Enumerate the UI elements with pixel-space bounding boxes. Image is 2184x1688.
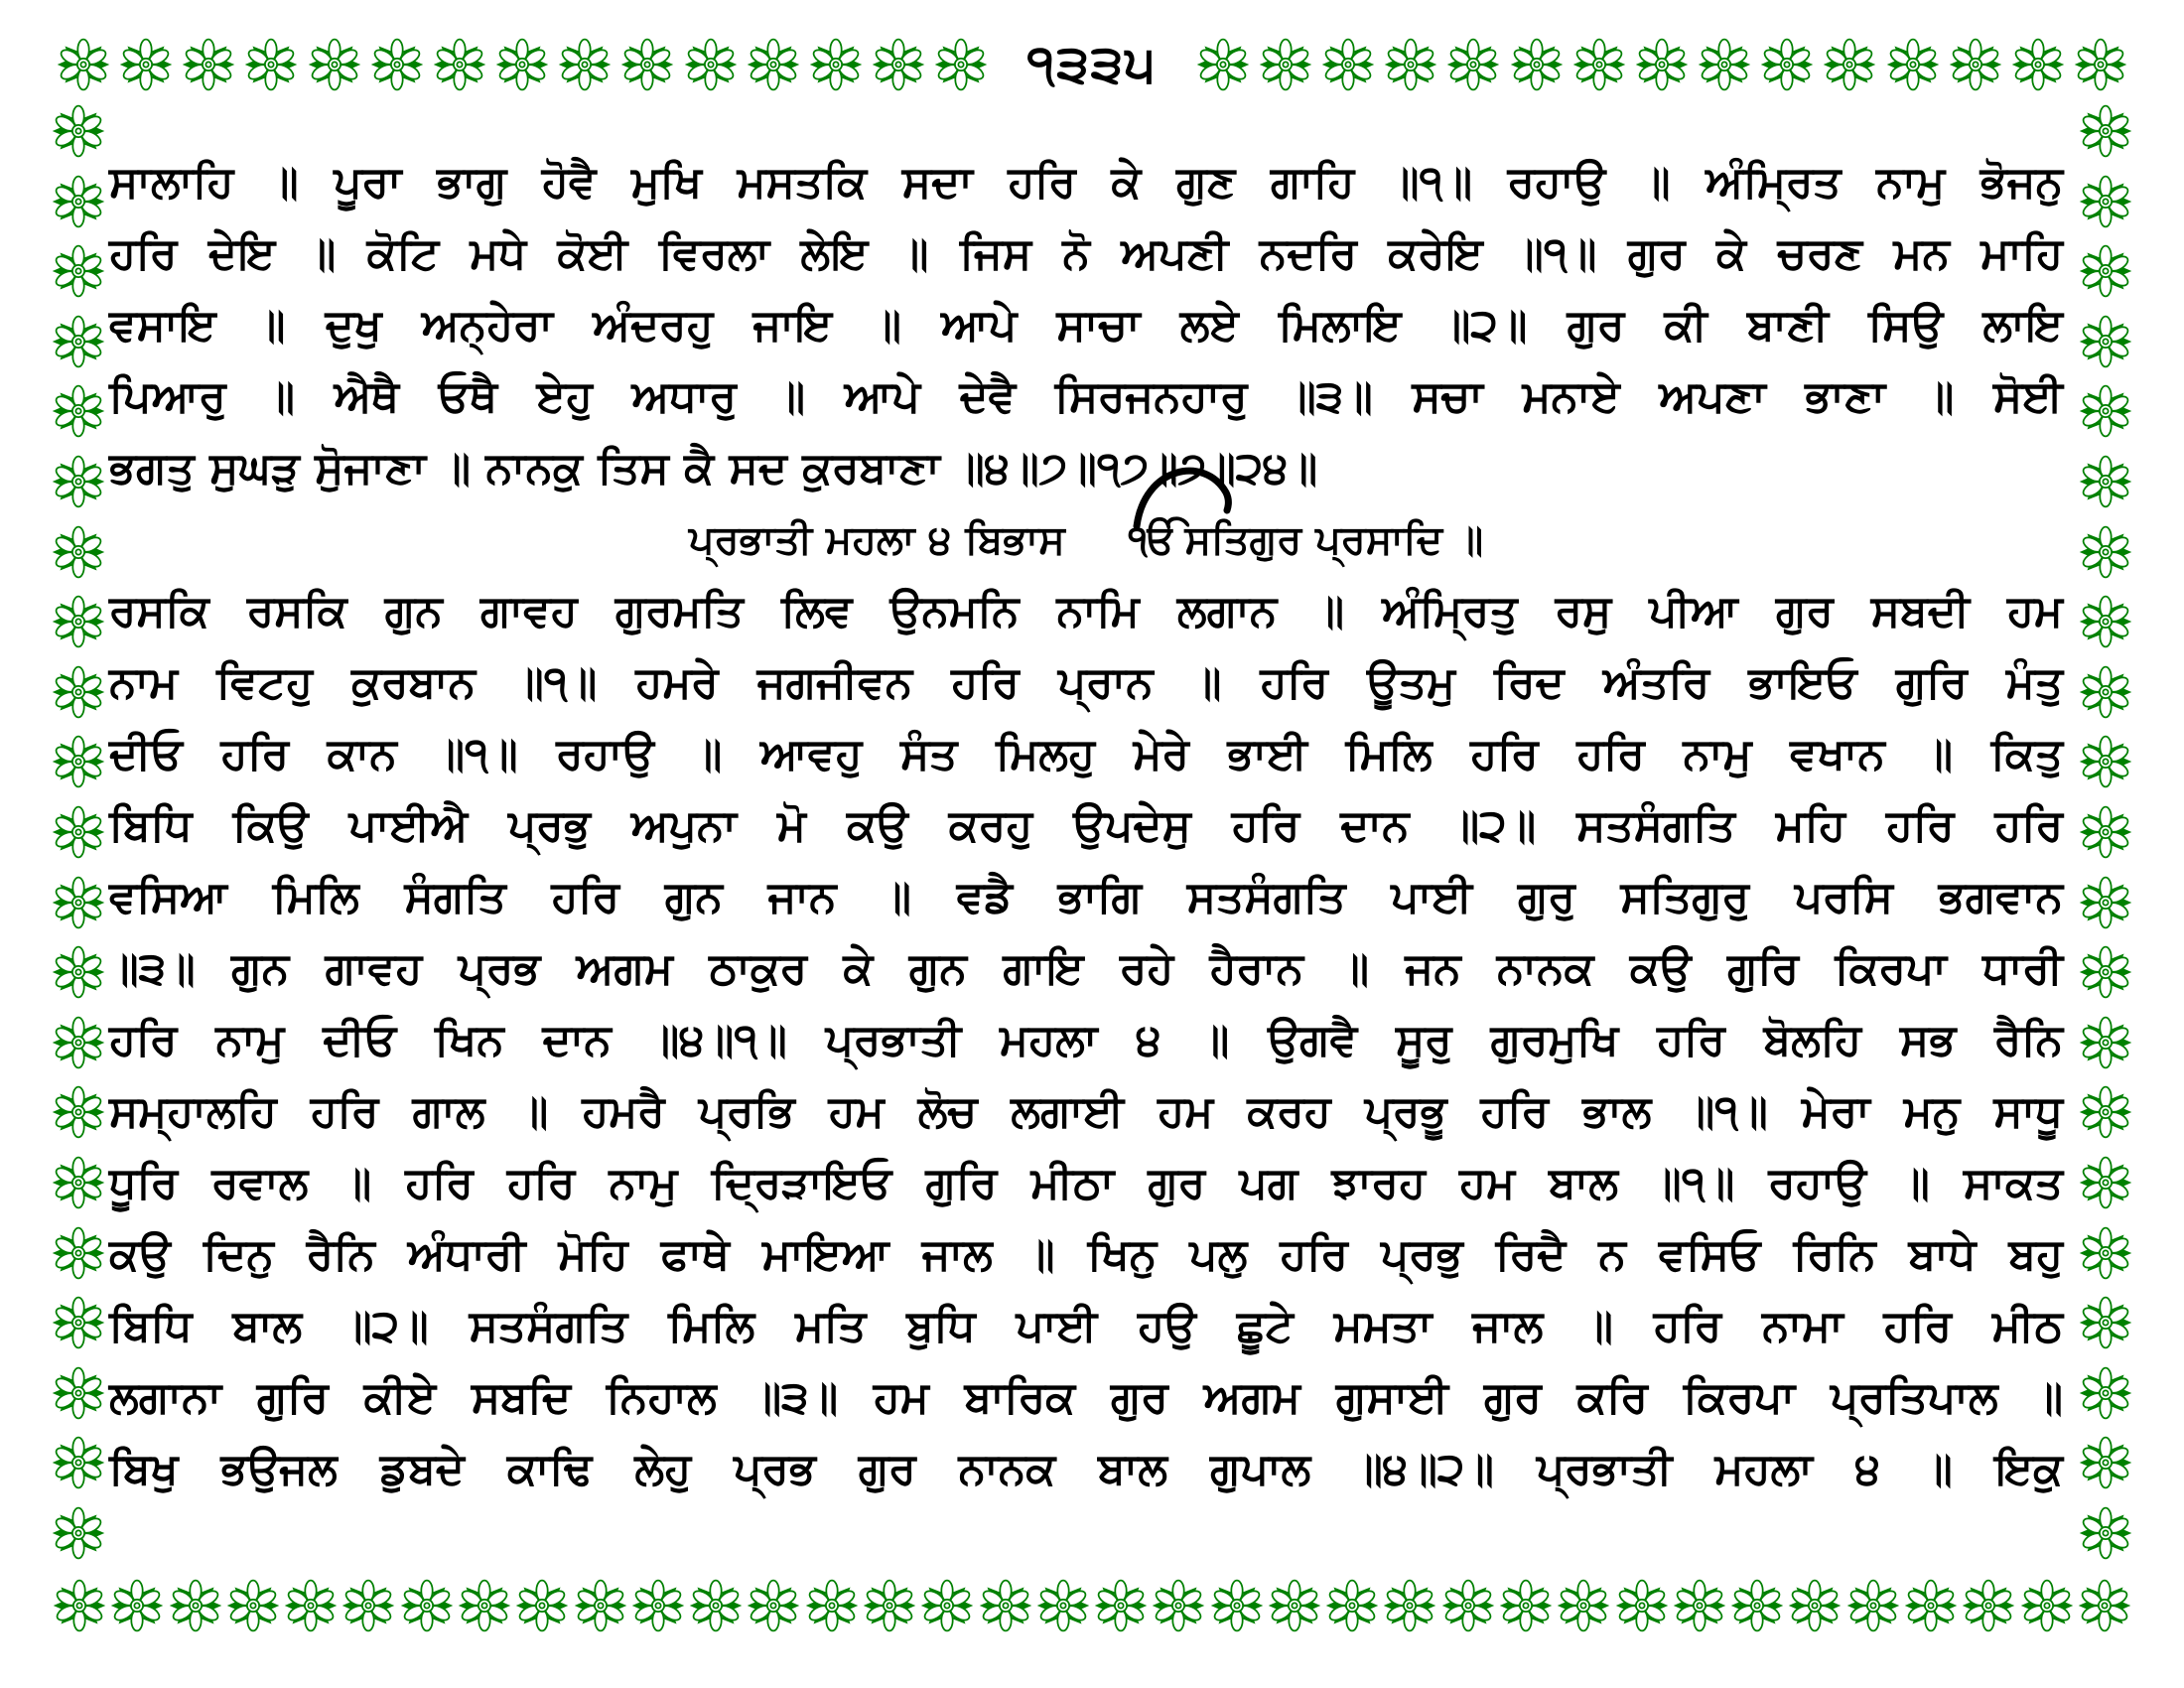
flower-icon: [1787, 1578, 1843, 1633]
flower-icon: [1948, 37, 2003, 92]
flower-icon: [51, 454, 106, 509]
text-line: ਵਸਿਆ ਮਿਲਿ ਸੰਗਤਿ ਹਰਿ ਗੁਨ ਜਾਨ ॥ ਵਡੈ ਭਾਗਿ ਸਤਸੰਗਤਿ ਪਾਈ ਗੁਰੁ ਸਤਿਗੁਰੁ ਪਰਸਿ ਭਗਵਾਨ: [109, 872, 2063, 922]
flower-icon: [51, 1084, 106, 1140]
flower-icon: [51, 804, 106, 860]
flower-icon: [51, 314, 106, 369]
flower-icon: [1383, 37, 1438, 92]
flower-icon: [52, 1578, 107, 1633]
flower-icon: [2078, 524, 2133, 580]
flower-icon: [51, 734, 106, 789]
floral-border-bottom: [52, 1575, 2132, 1636]
text-line: ਭਗਤੁ ਸੁਘੜੁ ਸੁੋਜਾਣਾ ॥ ਨਾਨਕੁ ਤਿਸ ਕੈ ਸਦ ਕੁਰਬਾਣਾ ॥੪॥੭॥੧੭॥੭॥੨੪॥: [109, 443, 1318, 493]
flower-icon: [494, 37, 550, 92]
floral-border-top: [56, 34, 2128, 95]
flower-icon: [2078, 314, 2133, 369]
flower-icon: [51, 1505, 106, 1561]
text-line: ਨਾਮ ਵਿਟਹੁ ਕੁਰਬਾਨ ॥੧॥ ਹਮਰੇ ਜਗਜੀਵਨ ਹਰਿ ਪ੍ਰਾਨ ॥ ਹਰਿ ਊਤਮੁ ਰਿਦ ਅੰਤਰਿ ਭਾਇਓ ਗੁਰਿ ਮੰਤੁ: [109, 657, 2063, 708]
flower-icon: [2078, 1225, 2133, 1281]
flower-icon: [2073, 37, 2128, 92]
flower-icon: [746, 1578, 801, 1633]
flower-icon: [683, 37, 739, 92]
floral-border-left: [50, 103, 107, 1561]
flower-icon: [1571, 37, 1627, 92]
flower-icon: [1759, 37, 1815, 92]
flower-icon: [181, 37, 236, 92]
flower-icon: [283, 1578, 339, 1633]
gurbani-text-block: [109, 147, 2063, 1505]
flower-icon: [1267, 1578, 1322, 1633]
flower-icon: [619, 37, 675, 92]
flower-icon: [51, 664, 106, 720]
text-line: ਵਸਾਇ ॥ ਦੁਖੁ ਅਨ੍ਹੇਰਾ ਅੰਦਰਹੁ ਜਾਇ ॥ ਆਪੇ ਸਾਚਾ ਲਏ ਮਿਲਾਇ ॥੨॥ ਗੁਰ ਕੀ ਬਾਣੀ ਸਿਉ ਲਾਇ: [109, 300, 2063, 351]
flower-icon: [2078, 944, 2133, 1000]
flower-icon: [514, 1578, 570, 1633]
flower-icon: [871, 37, 926, 92]
flower-icon: [862, 1578, 917, 1633]
flower-icon: [51, 1295, 106, 1350]
flower-icon: [978, 1578, 1033, 1633]
flower-icon: [2078, 1365, 2133, 1421]
flower-icon: [1445, 37, 1501, 92]
text-line: ਕਉ ਦਿਨੁ ਰੈਨਿ ਅੰਧਾਰੀ ਮੋਹਿ ਫਾਥੇ ਮਾਇਆ ਜਾਲ ॥ ਖਿਨੁ ਪਲੁ ਹਰਿ ਪ੍ਰਭੁ ਰਿਦੈ ਨ ਵਸਿਓ ਰਿਨਿ ਬਾਧੇ ਬਹੁ: [109, 1229, 2063, 1280]
flower-icon: [1209, 1578, 1265, 1633]
flower-icon: [1672, 1578, 1727, 1633]
flower-icon: [1614, 1578, 1670, 1633]
text-line: ਲਗਾਨਾ ਗੁਰਿ ਕੀਏ ਸਬਦਿ ਨਿਹਾਲ ॥੩॥ ਹਮ ਬਾਰਿਕ ਗੁਰ ਅਗਮ ਗੁਸਾਈ ਗੁਰ ਕਰਿ ਕਿਰਪਾ ਪ੍ਰਤਿਪਾਲ ॥: [109, 1372, 2063, 1423]
flower-icon: [1822, 37, 1877, 92]
flower-icon: [573, 1578, 628, 1633]
flower-icon: [51, 1365, 106, 1421]
flower-icon: [457, 1578, 512, 1633]
text-line: ਸਮ੍ਹਾਲਹਿ ਹਰਿ ਗਾਲ ॥ ਹਮਰੈ ਪ੍ਰਭਿ ਹਮ ਲੋਚ ਲਗਾਈ ਹਮ ਕਰਹ ਪ੍ਰਭੂ ਹਰਿ ਭਾਲ ॥੧॥ ਮੇਰਾ ਮਨੁ ਸਾਧੂ: [109, 1086, 2063, 1137]
flower-icon: [1885, 37, 1941, 92]
flower-icon: [1498, 1578, 1554, 1633]
flower-icon: [630, 1578, 686, 1633]
flower-icon: [1697, 37, 1752, 92]
flower-icon: [51, 944, 106, 1000]
flower-icon: [399, 1578, 455, 1633]
flower-icon: [2078, 1015, 2133, 1070]
flower-icon: [2010, 37, 2066, 92]
floral-border-right: [2077, 103, 2134, 1561]
flower-icon: [118, 37, 174, 92]
heading-title: ਪ੍ਰਭਾਤੀ ਮਹਲਾ ੪ ਬਿਭਾਸ: [688, 517, 1065, 563]
flower-icon: [1324, 1578, 1380, 1633]
flower-icon: [51, 594, 106, 649]
flower-icon: [2078, 383, 2133, 439]
flower-icon: [1634, 37, 1690, 92]
text-line: ਬਿਖੁ ਭਉਜਲ ਡੁਬਦੇ ਕਾਢਿ ਲੇਹੁ ਪ੍ਰਭ ਗੁਰ ਨਾਨਕ ਬਾਲ ਗੁਪਾਲ ॥੪॥੨॥ ਪ੍ਰਭਾਤੀ ਮਹਲਾ ੪ ॥ ਇਕੁ: [109, 1444, 2063, 1494]
flower-icon: [2019, 1578, 2075, 1633]
flower-icon: [51, 103, 106, 159]
flower-icon: [2078, 1505, 2133, 1561]
flower-icon: [56, 37, 111, 92]
text-line: ॥੩॥ ਗੁਨ ਗਾਵਹ ਪ੍ਰਭ ਅਗਮ ਠਾਕੁਰ ਕੇ ਗੁਨ ਗਾਇ ਰਹੇ ਹੈਰਾਨ ॥ ਜਨ ਨਾਨਕ ਕਉ ਗੁਰਿ ਕਿਰਪਾ ਧਾਰੀ: [109, 943, 2063, 994]
text-line: ਬਿਧਿ ਕਿਉ ਪਾਈਐ ਪ੍ਰਭੁ ਅਪੁਨਾ ਮੋ ਕਉ ਕਰਹੁ ਉਪਦੇਸੁ ਹਰਿ ਦਾਨ ॥੨॥ ਸਤਸੰਗਤਿ ਮਹਿ ਹਰਿ ਹਰਿ: [109, 800, 2063, 851]
text-line: ਦੀਓ ਹਰਿ ਕਾਨ ॥੧॥ ਰਹਾਉ ॥ ਆਵਹੁ ਸੰਤ ਮਿਲਹੁ ਮੇਰੇ ਭਾਈ ਮਿਲਿ ਹਰਿ ਹਰਿ ਨਾਮੁ ਵਖਾਨ ॥ ਕਿਤੁ: [109, 729, 2063, 779]
flower-icon: [2078, 174, 2133, 229]
flower-icon: [51, 1435, 106, 1490]
flower-icon: [1440, 1578, 1496, 1633]
flower-icon: [1556, 1578, 1611, 1633]
flower-icon: [1151, 1578, 1206, 1633]
flower-icon: [2078, 1435, 2133, 1490]
floral-border-top-left: [56, 37, 989, 92]
flower-icon: [2078, 103, 2133, 159]
text-line: ਹਰਿ ਨਾਮੁ ਦੀਓ ਖਿਨ ਦਾਨ ॥੪॥੧॥ ਪ੍ਰਭਾਤੀ ਮਹਲਾ ੪ ॥ ਉਗਵੈ ਸੂਰੁ ਗੁਰਮੁਖਿ ਹਰਿ ਬੋਲਹਿ ਸਭ ਰੈਨਿ: [109, 1015, 2063, 1065]
flower-icon: [51, 1225, 106, 1281]
heading-mool: ਸਤਿਗੁਰ ਪ੍ਰਸਾਦਿ ॥: [1184, 517, 1484, 563]
flower-icon: [2078, 243, 2133, 299]
flower-icon: [1903, 1578, 1959, 1633]
flower-icon: [1961, 1578, 2016, 1633]
floral-border-top-right: [1195, 37, 2128, 92]
flower-icon: [688, 1578, 744, 1633]
flower-icon: [1729, 1578, 1785, 1633]
flower-icon: [1258, 37, 1313, 92]
flower-icon: [243, 37, 299, 92]
flower-icon: [369, 37, 425, 92]
text-line: ਸਾਲਾਹਿ ॥ ਪੂਰਾ ਭਾਗੁ ਹੋਵੈ ਮੁਖਿ ਮਸਤਕਿ ਸਦਾ ਹਰਿ ਕੇ ਗੁਣ ਗਾਹਿ ॥੧॥ ਰਹਾਉ ॥ ਅੰਮ੍ਰਿਤ ਨਾਮੁ ਭੋਜਨੁ: [109, 157, 2063, 208]
flower-icon: [51, 1155, 106, 1210]
flower-icon: [432, 37, 487, 92]
flower-icon: [2078, 1295, 2133, 1350]
flower-icon: [804, 1578, 860, 1633]
flower-icon: [51, 875, 106, 930]
flower-icon: [225, 1578, 281, 1633]
flower-icon: [808, 37, 864, 92]
ik-onkar: ੴ: [1129, 504, 1177, 576]
flower-icon: [2078, 664, 2133, 720]
flower-icon: [51, 1015, 106, 1070]
flower-icon: [919, 1578, 975, 1633]
flower-icon: [341, 1578, 396, 1633]
flower-icon: [1035, 1578, 1091, 1633]
text-line: ਹਰਿ ਦੇਇ ॥ ਕੋਟਿ ਮਧੇ ਕੋਈ ਵਿਰਲਾ ਲੇਇ ॥ ਜਿਸ ਨੋ ਅਪਣੀ ਨਦਰਿ ਕਰੇਇ ॥੧॥ ਗੁਰ ਕੇ ਚਰਣ ਮਨ ਮਾਹਿ: [109, 228, 2063, 279]
text-line: ਪਿਆਰੁ ॥ ਐਥੈ ਓਥੈ ਏਹੁ ਅਧਾਰੁ ॥ ਆਪੇ ਦੇਵੈ ਸਿਰਜਨਹਾਰੁ ॥੩॥ ਸਚਾ ਮਨਾਏ ਅਪਣਾ ਭਾਣਾ ॥ ਸੋਈ: [109, 371, 2063, 422]
flower-icon: [2078, 594, 2133, 649]
flower-icon: [1845, 1578, 1901, 1633]
flower-icon: [557, 37, 613, 92]
flower-icon: [1320, 37, 1376, 92]
flower-icon: [2078, 734, 2133, 789]
text-line: ਧੂਰਿ ਰਵਾਲ ॥ ਹਰਿ ਹਰਿ ਨਾਮੁ ਦ੍ਰਿੜਾਇਓ ਗੁਰਿ ਮੀਠਾ ਗੁਰ ਪਗ ਝਾਰਹ ਹਮ ਬਾਲ ॥੧॥ ਰਹਾਉ ॥ ਸਾਕਤ: [109, 1158, 2063, 1208]
flower-icon: [307, 37, 362, 92]
flower-icon: [51, 243, 106, 299]
flower-icon: [51, 383, 106, 439]
text-line: ਬਿਧਿ ਬਾਲ ॥੨॥ ਸਤਸੰਗਤਿ ਮਿਲਿ ਮਤਿ ਬੁਧਿ ਪਾਈ ਹਉ ਛੂਟੇ ਮਮਤਾ ਜਾਲ ॥ ਹਰਿ ਨਾਮਾ ਹਰਿ ਮੀਠ: [109, 1301, 2063, 1351]
flower-icon: [2077, 1578, 2132, 1633]
flower-icon: [933, 37, 989, 92]
flower-icon: [2078, 875, 2133, 930]
flower-icon: [2078, 1084, 2133, 1140]
flower-icon: [109, 1578, 165, 1633]
flower-icon: [2078, 804, 2133, 860]
flower-icon: [2078, 454, 2133, 509]
flower-icon: [1093, 1578, 1149, 1633]
flower-icon: [51, 524, 106, 580]
flower-icon: [1195, 37, 1251, 92]
flower-icon: [51, 174, 106, 229]
flower-icon: [1509, 37, 1565, 92]
text-line: ਰਸਕਿ ਰਸਕਿ ਗੁਨ ਗਾਵਹ ਗੁਰਮਤਿ ਲਿਵ ਉਨਮਨਿ ਨਾਮਿ ਲਗਾਨ ॥ ਅੰਮ੍ਰਿਤੁ ਰਸੁ ਪੀਆ ਗੁਰ ਸਬਦੀ ਹਮ: [109, 586, 2063, 636]
flower-icon: [1382, 1578, 1437, 1633]
flower-icon: [168, 1578, 223, 1633]
flower-icon: [2078, 1155, 2133, 1210]
flower-icon: [746, 37, 801, 92]
shabad-heading: [109, 504, 2063, 576]
page-number: ੧੩੩੫: [1026, 35, 1158, 94]
